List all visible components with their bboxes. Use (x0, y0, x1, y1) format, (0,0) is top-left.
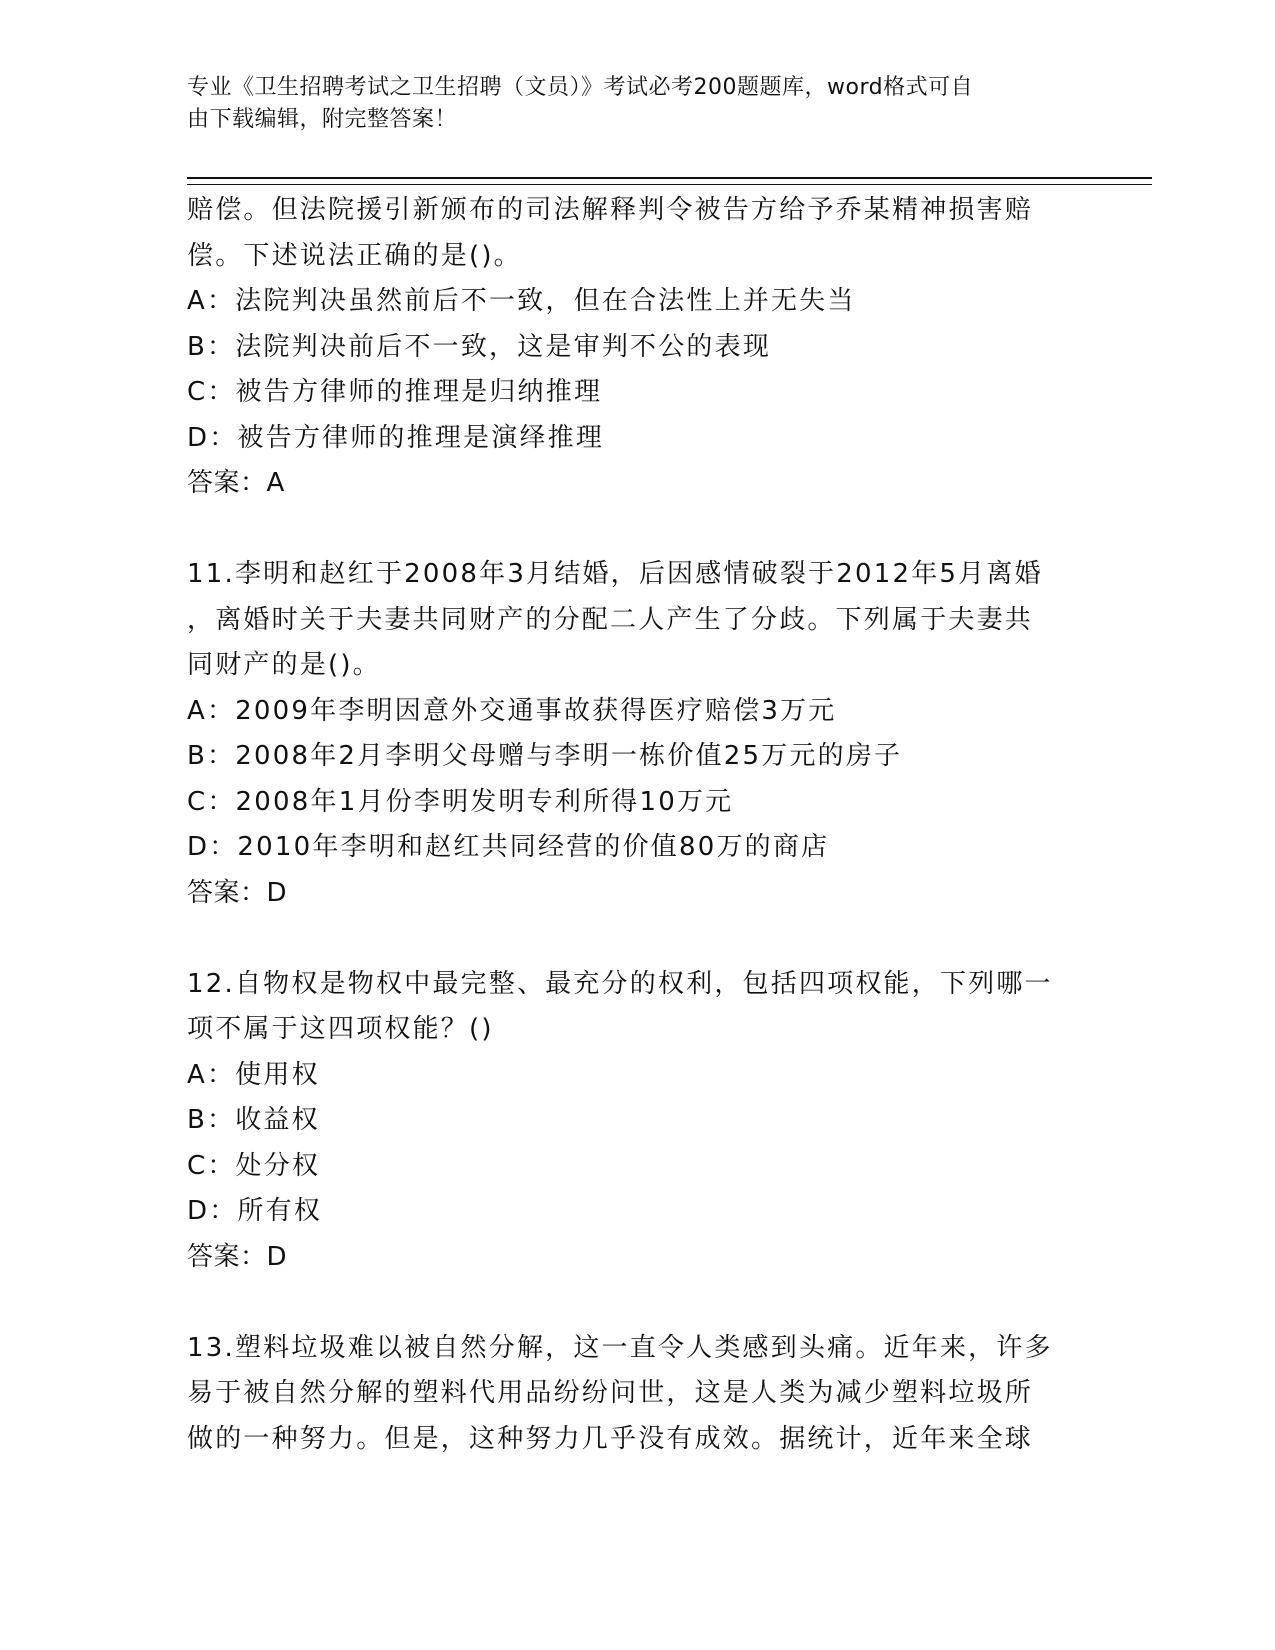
question-text-line: 项不属于这四项权能？() (187, 1014, 494, 1044)
question-text-line: 12.自物权是物权中最完整、最充分的权利，包括四项权能，下列哪一 (187, 968, 1053, 999)
header-line-2: 由下载编辑，附完整答案！ (187, 107, 458, 132)
option-b: B：收益权 (187, 1105, 320, 1135)
question-text-line: 13.塑料垃圾难以被自然分解，这一直令人类感到头痛。近年来，许多 (187, 1332, 1053, 1363)
answer-line: 答案：D (187, 1241, 288, 1272)
option-d: D：2010年李明和赵红共同经营的价值80万的商店 (187, 832, 830, 862)
question-text-line: ，离婚时关于夫妻共同财产的分配二人产生了分歧。下列属于夫妻共 (187, 604, 1034, 635)
question-text-line: 同财产的是()。 (187, 650, 381, 680)
question-12 (187, 962, 1087, 1281)
question-text-line: 11.李明和赵红于2008年3月结婚，后因感情破裂于2012年5月离婚 (187, 559, 1043, 589)
header-line-1: 专业《卫生招聘考试之卫生招聘（文员）》考试必考200题题库，word格式可自 (187, 75, 974, 100)
header-rule-thick (187, 177, 1152, 179)
option-a: A：2009年李明因意外交通事故获得医疗赔偿3万元 (187, 695, 837, 726)
question-text-line: 易于被自然分解的塑料代用品纷纷问世，这是人类为减少塑料垃圾所 (187, 1378, 1034, 1408)
document-header (187, 72, 1067, 136)
question-11 (187, 552, 1087, 916)
question-text-line: 做的一种努力。但是，这种努力几乎没有成效。据统计，近年来全球 (187, 1423, 1034, 1454)
header-rule-thin (187, 184, 1152, 185)
option-b: B：法院判决前后不一致，这是审判不公的表现 (187, 331, 772, 362)
option-c: C：2008年1月份李明发明专利所得10万元 (187, 786, 734, 817)
option-b: B：2008年2月李明父母赠与李明一栋价值25万元的房子 (187, 741, 903, 771)
question-text-line: 偿。下述说法正确的是()。 (187, 240, 522, 271)
option-c: C：被告方律师的推理是归纳推理 (187, 377, 603, 407)
option-d: D：被告方律师的推理是演绎推理 (187, 422, 605, 453)
option-c: C：处分权 (187, 1150, 321, 1181)
answer-line: 答案：A (187, 468, 285, 498)
spacer (187, 916, 1087, 962)
question-10-continuation (187, 188, 1087, 507)
question-13 (187, 1326, 1087, 1463)
question-text-line: 赔偿。但法院援引新颁布的司法解释判令被告方给予乔某精神损害赔 (187, 195, 1034, 225)
option-a: A：法院判决虽然前后不一致，但在合法性上并无失当 (187, 286, 856, 316)
option-a: A：使用权 (187, 1059, 320, 1090)
spacer (187, 1280, 1087, 1326)
spacer (187, 507, 1087, 553)
answer-line: 答案：D (187, 877, 288, 908)
option-d: D：所有权 (187, 1196, 323, 1226)
document-body (187, 188, 1087, 1462)
